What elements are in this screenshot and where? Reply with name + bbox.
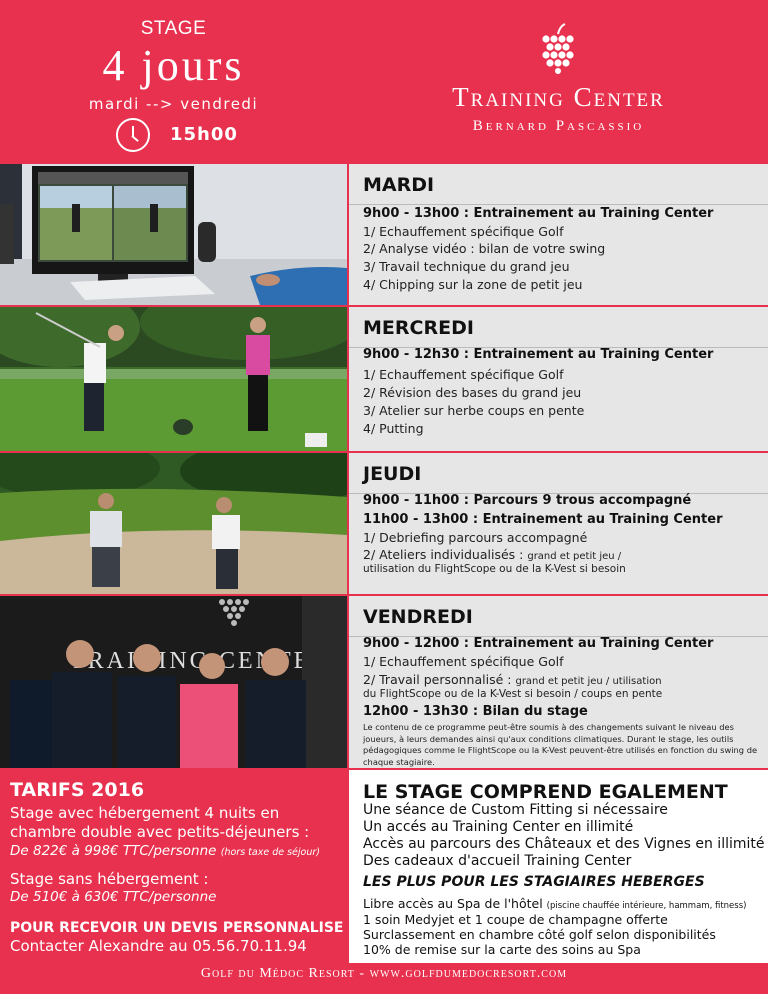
tarif-with-lodging: Stage avec hébergement 4 nuits en [10, 804, 280, 822]
program-item-continued: utilisation du FlightScope ou de la K-Vest si besoin [363, 563, 626, 575]
includes-item: Une séance de Custom Fitting si nécessaire [363, 802, 668, 818]
quote-title: POUR RECEVOIR UN DEVIS PERSONNALISE [10, 920, 344, 936]
session-line: 11h00 - 13h00 : Entrainement au Training Center [363, 512, 723, 527]
day-title: VENDREDI [363, 606, 473, 628]
grapes-icon [538, 22, 578, 74]
brand-subtitle: Bernard Pascassio [472, 118, 645, 134]
day-panel-jeudi [349, 453, 768, 594]
stage-label: STAGE [140, 18, 207, 39]
day-title: JEUDI [363, 463, 422, 485]
session-line: 9h00 - 12h30 : Entrainement au Training Center [363, 347, 714, 362]
program-item: 2/ Révision des bases du grand jeu [363, 385, 582, 400]
tarif-with-lodging-cont: chambre double avec petits-déjeuners : [10, 823, 310, 841]
photo-video-analysis [0, 164, 347, 305]
program-item: 1/ Echauffement spécifique Golf [363, 224, 564, 239]
stage-days: mardi --> vendredi [88, 95, 259, 113]
session-line: 9h00 - 13h00 : Entrainement au Training Center [363, 206, 714, 221]
divider [349, 204, 768, 205]
plus-item: Libre accès au Spa de l'hôtel (piscine chauffée intérieure, hammam, fitness) [363, 896, 747, 911]
session-line: 9h00 - 12h00 : Entrainement au Training Center [363, 636, 714, 651]
program-item: 2/ Travail personnalisé : grand et petit jeu / utilisation [363, 672, 662, 687]
plus-item: Surclassement en chambre côté golf selon disponibilités [363, 927, 716, 942]
day-panel-vendredi [349, 596, 768, 768]
program-item: 1/ Echauffement spécifique Golf [363, 367, 564, 382]
includes-item: Des cadeaux d'accueil Training Center [363, 853, 632, 869]
plus-item: 10% de remise sur la carte des soins au Spa [363, 942, 641, 957]
day-panel-mercredi [349, 307, 768, 451]
clock-icon [116, 118, 150, 152]
tarif-without-lodging: Stage sans hébergement : [10, 870, 209, 888]
stage-duration: 4 jours [102, 41, 245, 90]
program-item: 3/ Travail technique du grand jeu [363, 259, 570, 274]
brand-title: Training Center [452, 82, 665, 112]
program-item: 4/ Chipping sur la zone de petit jeu [363, 277, 583, 292]
program-item: 2/ Analyse vidéo : bilan de votre swing [363, 241, 606, 256]
photo-swing-practice [0, 307, 347, 451]
day-title: MERCREDI [363, 317, 474, 339]
program-item: 4/ Putting [363, 421, 424, 436]
tarifs-title: TARIFS 2016 [10, 779, 145, 801]
tarif-without-price: De 510€ à 630€ TTC/personne [10, 889, 217, 905]
program-disclaimer: Le contenu de ce programme peut-être soumis à des changements suivant le niveau des joueurs, à leurs demandes ainsi qu'aux conditions climatiques. Durant le stage, les outils pédagogiques comme le FlightScope ou la K-Vest peuvent-être utilisés en fonction du swing de chaque stagiaire. [363, 722, 758, 767]
program-item: 2/ Ateliers individualisés : grand et petit jeu / [363, 547, 622, 562]
program-item: 1/ Debriefing parcours accompagné [363, 530, 588, 545]
plus-title: LES PLUS POUR LES STAGIAIRES HEBERGES [363, 874, 705, 890]
session-line: 9h00 - 11h00 : Parcours 9 trous accompagné [363, 493, 692, 508]
program-item: 3/ Atelier sur herbe coups en pente [363, 403, 585, 418]
program-item: 1/ Echauffement spécifique Golf [363, 654, 564, 669]
photo-bunker [0, 453, 347, 594]
day-panel-mardi [349, 164, 768, 305]
contact-line: Contacter Alexandre au 05.56.70.11.94 [10, 937, 307, 955]
photo-team [0, 596, 347, 768]
stage-time: 15h00 [170, 124, 238, 145]
day-title: MARDI [363, 174, 435, 196]
program-item-continued: du FlightScope ou de la K-Vest si besoin / coups en pente [363, 688, 663, 700]
footer-link[interactable]: Golf du Médoc Resort - www.golfdumedocresort.com [200, 966, 568, 981]
includes-title: LE STAGE COMPREND EGALEMENT [363, 781, 728, 803]
tarif-with-price: De 822€ à 998€ TTC/personne (hors taxe de séjour) [10, 843, 320, 859]
plus-item: 1 soin Medyjet et 1 coupe de champagne offerte [363, 912, 668, 927]
bilan-line: 12h00 - 13h30 : Bilan du stage [363, 704, 588, 719]
includes-item: Accès au parcours des Châteaux et des Vignes en illimité [363, 836, 765, 852]
includes-item: Un accés au Training Center en illimité [363, 819, 634, 835]
